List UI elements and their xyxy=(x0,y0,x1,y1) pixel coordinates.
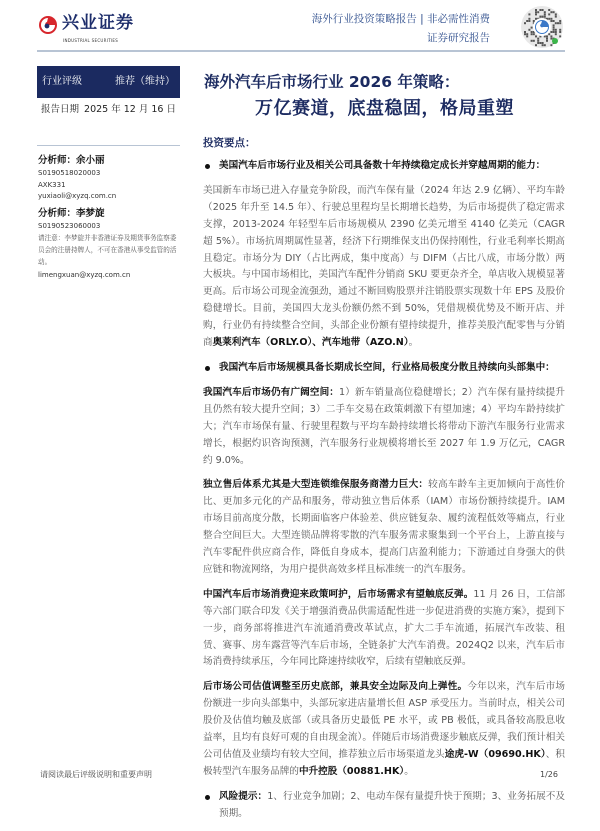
body-text: 1）新车销量高位稳健增长；2）汽车保有量持续提升且仍然有较大提升空间；3）二手车交易在政策刺激下有望加速；4）平均车龄持续扩大；汽车市场保有量、行驶里程数与平均车龄持续增长将带动下游汽车服务行业需求增长，根据灼识咨询预测，汽车服务行业规模将增长至 2027 年 1.9 万亿元，CAGR 约 9.0%。 xyxy=(203,386,565,466)
bold-text: 我国汽车后市场仍有广阔空间： xyxy=(203,386,340,398)
footer-disclaimer: 请阅读最后评级说明和重要声明 xyxy=(40,770,152,779)
analyst-cert: S0190523060003 xyxy=(38,221,101,230)
key-points-heading: 投资要点： xyxy=(203,137,256,149)
qr-module xyxy=(526,20,528,22)
qr-module xyxy=(524,22,526,24)
key-points-body xyxy=(203,158,565,831)
qr-module xyxy=(535,13,537,15)
qr-module xyxy=(555,22,557,24)
analyst-email[interactable]: yuxiaoli@xyzq.com.cn xyxy=(38,192,117,200)
qr-module xyxy=(550,44,552,46)
qr-module xyxy=(535,11,537,13)
qr-module xyxy=(524,31,526,33)
qr-module xyxy=(548,18,550,20)
qr-module xyxy=(555,33,557,35)
qr-module xyxy=(548,9,550,11)
qr-module xyxy=(526,33,528,35)
analyst-cert: AXK331 xyxy=(38,180,66,189)
qr-module xyxy=(537,42,539,44)
body-text: 美国新车市场已进入存量竞争阶段，而汽车保有量（2024 年达 2.9 亿辆）、平均车龄（2025 年升至 14.5 年）、行驶总里程均呈长期增长趋势，为后市场提供了稳定需求支撑，2013-2024 年轻型车后市场规模从 2390 亿美元增至 4140 亿美元（CAGR 超 5%）。市场抗周期属性显著，经济下行期维保支出仍保持刚性，行业毛利率长期高且稳定。市场分为 DIY（占比两成，集中度高）与 DIFM（占比八成，市场分散）两大板块。与中国市场相比，美国汽车配件分销商 SKU 要更杂齐全，单店收入规模显著更高。后市场公司现金流强劲，通过不断回购股票并注销股票实现数十年 EPS 及股价稳健增长。目前，美国四大龙头份额仍然不到 50%，凭借规模优势及不断开店、并购，行业仍有持续整合空间，头部企业份额有望持续提升，推荐美股汽配零售与分销商 xyxy=(203,184,565,349)
qr-module xyxy=(546,38,548,40)
body-text: 较高车龄车主更加倾向于高性价比、更加多元化的产品和服务，带动独立售后体系（IAM）市场份额持续提升。IAM 市场目前高度分散，长期面临客户体验差、供应链复杂、履约流程低效等痛点，行业整合空间巨大。大型连锁品牌将零散的汽车服务需求聚集到一个平台上，上游直接与汽车零配件供应商合作，降低自身成本，提高门店盈利能力；下游通过自身强大的供应链和物流网络，为用户提供高效多样且标准统一的汽车服务。 xyxy=(203,479,566,575)
date-value: 2025 年 12 月 16 日 xyxy=(84,104,176,115)
qr-module xyxy=(553,11,555,13)
bullet-point xyxy=(203,789,565,823)
report-date xyxy=(37,103,180,116)
qr-module xyxy=(559,31,561,33)
qr-module xyxy=(546,40,548,42)
qr-module xyxy=(546,35,548,37)
analyst-note: 请注意：李梦旋并非香港证券及期货事务监察委员会的注册持牌人，不可在香港从事受监管的活动。 xyxy=(38,234,177,266)
bold-text: 中升控股（00881.HK） xyxy=(298,765,405,777)
paragraph xyxy=(203,477,565,578)
qr-module xyxy=(531,27,533,29)
page-number: 1/26 xyxy=(540,770,558,779)
qr-module xyxy=(555,16,557,18)
analyst-name: 分析师：李梦旋 xyxy=(38,207,105,219)
bold-text: 中国汽车后市场消费迎来政策呵护，后市场需求有望触底反弹。 xyxy=(203,588,474,600)
report-type: 海外行业投资策略报告 | 非必需性消费 xyxy=(311,13,490,25)
qr-module xyxy=(559,22,561,24)
qr-module xyxy=(542,42,544,44)
qr-module xyxy=(533,33,535,35)
bold-text: 途虎-W（09690.HK） xyxy=(444,749,546,760)
qr-module xyxy=(550,35,552,37)
paragraph xyxy=(203,183,565,352)
bold-text: 风险提示： xyxy=(219,790,268,802)
analyst-email[interactable]: limengxuan@xyzq.com.cn xyxy=(38,271,131,279)
qr-module xyxy=(544,16,546,18)
qr-module xyxy=(553,29,555,31)
rating-label: 行业评级 xyxy=(42,76,82,87)
header-divider xyxy=(37,50,565,52)
qr-module xyxy=(542,16,544,18)
qr-module xyxy=(528,20,530,22)
date-label: 报告日期 xyxy=(41,104,80,115)
qr-module xyxy=(544,11,546,13)
bold-text: 美国汽车后市场行业及相关公司具备数十年持续稳定成长并穿越周期的能力： xyxy=(219,160,546,171)
qr-module xyxy=(537,11,539,13)
qr-module xyxy=(535,18,537,20)
qr-module xyxy=(539,9,541,11)
qr-module xyxy=(526,35,528,37)
analyst-cert: S0190518020003 xyxy=(38,169,101,177)
body-text: 今年以来，汽车后市场份额进一步向头部集中，头部玩家进店量增长但 ASP 承受压力。当前时点，相关公司股价及估值均触及底部（或具备历史最低 PE 水平，或 PB 极低，或具备较高股息收益率，且均有良好可观的自由现金流）。伴随后市场消费逐步触底反弹，我们预计相关公司估值及业绩均有较大空间，推荐独立后市场渠道龙头 xyxy=(203,681,566,760)
qr-module xyxy=(559,20,561,22)
bold-text: 奥莱利汽车（ORLY.O）、汽车地带（AZO.N） xyxy=(212,337,409,349)
analyst-info xyxy=(38,152,178,282)
body-text: 、积极转型汽车服务品牌的 xyxy=(203,749,566,777)
qr-module xyxy=(555,13,557,15)
qr-module xyxy=(555,29,557,31)
qr-module xyxy=(553,27,555,29)
qr-module xyxy=(535,9,537,11)
qr-module xyxy=(550,38,552,40)
qr-module xyxy=(535,44,537,46)
report-subtype: 证券研究报告 xyxy=(427,32,490,44)
qr-module xyxy=(531,40,533,42)
report-title: 海外汽车后市场行业 2026 年策略： xyxy=(204,73,460,91)
industry-rating xyxy=(37,66,180,98)
qr-module xyxy=(528,18,530,20)
qr-code-icon[interactable] xyxy=(520,5,564,49)
qr-module xyxy=(553,31,555,33)
logo-text: 兴业证券 xyxy=(62,13,134,33)
qr-module xyxy=(528,29,530,31)
rating-value: 推荐（维持） xyxy=(115,76,175,87)
bullet-point xyxy=(203,158,565,175)
paragraph xyxy=(203,385,565,470)
body-text: 11 月 26 日，工信部等六部门联合印发《关于增强消费品供需适配性进一步促进消费的实施方案》，提到下一步，商务部将推进汽车流通消费改革试点，扩大二手车流通，拓展汽车改装、租赁、赛事、房车露营等汽车后市场，全链条扩大汽车消费。2024Q2 以来，汽车后市场消费持续承压，今年同比降速持续收窄，后续有望触底反弹。 xyxy=(203,588,565,668)
qr-module xyxy=(550,18,552,20)
report-subtitle: 万亿赛道，底盘稳固，格局重塑 xyxy=(255,98,514,119)
bold-text: 独立售后体系尤其是大型连锁维保服务商潜力巨大： xyxy=(203,479,429,491)
qr-module xyxy=(544,44,546,46)
qr-module xyxy=(542,9,544,11)
qr-module xyxy=(548,13,550,15)
qr-module xyxy=(537,38,539,40)
left-divider xyxy=(37,145,180,146)
qr-module xyxy=(559,35,561,37)
qr-module xyxy=(542,44,544,46)
qr-module xyxy=(539,16,541,18)
qr-module xyxy=(531,31,533,33)
qr-module xyxy=(535,35,537,37)
qr-module xyxy=(537,40,539,42)
bullet-point xyxy=(203,360,565,377)
qr-module xyxy=(533,40,535,42)
qr-module xyxy=(528,13,530,15)
analyst-name: 分析师：余小丽 xyxy=(38,155,105,166)
logo-en-text: INDUSTRIAL SECURITIES xyxy=(63,38,119,43)
qr-module xyxy=(533,20,535,22)
paragraph xyxy=(203,679,565,780)
qr-module xyxy=(548,33,550,35)
qr-module xyxy=(557,22,559,24)
qr-module xyxy=(555,31,557,33)
bold-text: 后市场公司估值调整至历史底部，兼具安全边际及向上弹性。 xyxy=(203,681,468,693)
paragraph xyxy=(203,587,565,672)
qr-module xyxy=(550,31,552,33)
company-logo xyxy=(38,13,148,47)
qr-module xyxy=(524,33,526,35)
qr-module xyxy=(550,20,552,22)
qr-module xyxy=(553,20,555,22)
body-text: 。 xyxy=(408,337,419,349)
body-text: 。 xyxy=(404,765,414,777)
bold-text: 我国汽车后市场规模具备长期成长空间，行业格局极度分散且持续向头部集中： xyxy=(219,361,555,373)
qr-module xyxy=(544,13,546,15)
qr-module xyxy=(550,11,552,13)
qr-module xyxy=(559,29,561,31)
qr-module xyxy=(531,33,533,35)
body-text: 1、行业竞争加剧；2、电动车保有量提升快于预期；3、业务拓展不及预期。 xyxy=(219,790,566,819)
logo-mark-icon xyxy=(38,15,58,35)
qr-module xyxy=(553,24,555,26)
qr-module xyxy=(539,42,541,44)
